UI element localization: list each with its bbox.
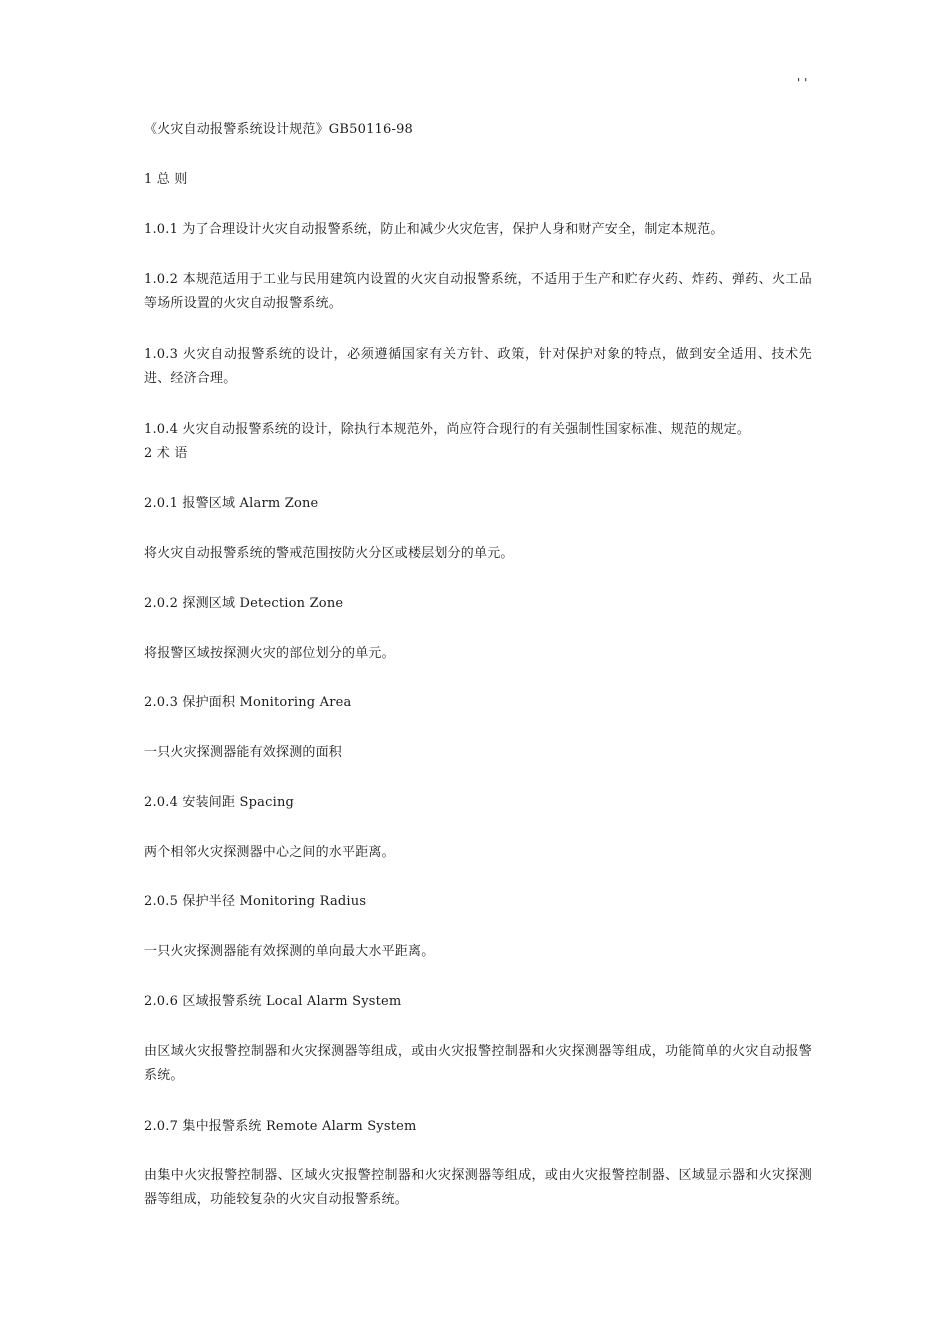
- term-definition-2-0-5: 一只火灾探测器能有效探测的单向最大水平距离。: [144, 944, 435, 959]
- corner-mark: ' ': [797, 76, 808, 90]
- term-definition-2-0-7: 由集中火灾报警控制器、区域火灾报警控制器和火灾探测器等组成，或由火灾报警控制器、区域显示器和火灾探测器等组成，功能较复杂的火灾自动报警系统。: [144, 1168, 812, 1207]
- term-definition-2-0-4: 两个相邻火灾探测器中心之间的水平距离。: [144, 845, 395, 860]
- term-definition-2-0-6: 由区域火灾报警控制器和火灾探测器等组成，或由火灾报警控制器和火灾探测器等组成，功能简单的火灾自动报警系统。: [144, 1044, 812, 1083]
- document-title: 《火灾自动报警系统设计规范》GB50116-98: [144, 122, 414, 137]
- term-definition-2-0-1: 将火灾自动报警系统的警戒范围按防火分区或楼层划分的单元。: [144, 546, 514, 561]
- term-heading-2-0-6: 2.0.6 区域报警系统 Local Alarm System: [144, 994, 402, 1009]
- clause-1-0-3: 1.0.3 火灾自动报警系统的设计，必须遵循国家有关方针、政策，针对保护对象的特点，做到安全适用、技术先进、经济合理。: [144, 347, 812, 386]
- clause-1-0-4: 1.0.4 火灾自动报警系统的设计，除执行本规范外，尚应符合现行的有关强制性国家标准、规范的规定。: [144, 422, 751, 437]
- term-heading-2-0-5: 2.0.5 保护半径 Monitoring Radius: [144, 894, 367, 909]
- chapter-heading-1: 1 总 则: [144, 172, 188, 187]
- term-heading-2-0-7: 2.0.7 集中报警系统 Remote Alarm System: [144, 1119, 417, 1134]
- chapter-heading-2: 2 术 语: [144, 446, 188, 461]
- clause-1-0-1: 1.0.1 为了合理设计火灾自动报警系统，防止和减少火灾危害，保护人身和财产安全，制定本规范。: [144, 222, 724, 237]
- term-definition-2-0-2: 将报警区域按探测火灾的部位划分的单元。: [144, 646, 395, 661]
- term-heading-2-0-1: 2.0.1 报警区域 Alarm Zone: [144, 496, 319, 511]
- clause-1-0-2: 1.0.2 本规范适用于工业与民用建筑内设置的火灾自动报警系统，不适用于生产和贮存火药、炸药、弹药、火工品等场所设置的火灾自动报警系统。: [144, 272, 812, 311]
- term-heading-2-0-4: 2.0.4 安装间距 Spacing: [144, 795, 295, 810]
- term-heading-2-0-3: 2.0.3 保护面积 Monitoring Area: [144, 695, 352, 710]
- term-heading-2-0-2: 2.0.2 探测区域 Detection Zone: [144, 596, 344, 611]
- term-definition-2-0-3: 一只火灾探测器能有效探测的面积: [144, 745, 343, 760]
